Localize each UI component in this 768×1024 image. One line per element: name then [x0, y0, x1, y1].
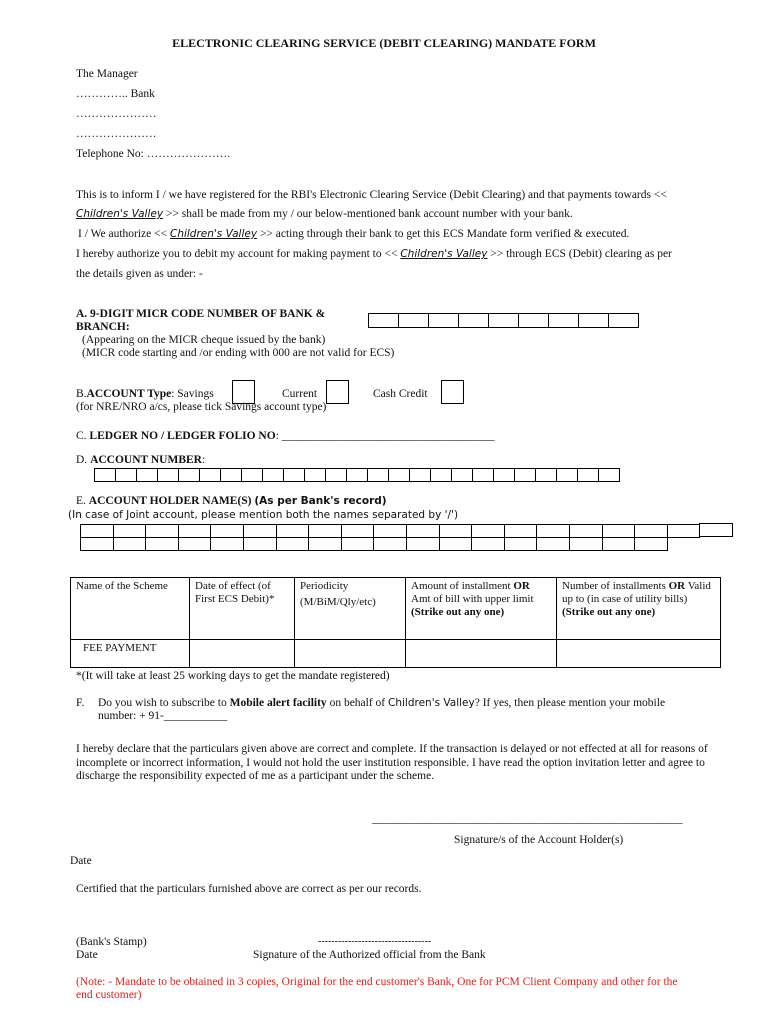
current-checkbox[interactable]	[326, 380, 349, 404]
account-digit-box[interactable]	[409, 468, 431, 482]
name-char-box[interactable]	[569, 537, 603, 551]
ledger-folio-row	[76, 430, 495, 442]
name-char-box[interactable]	[113, 537, 147, 551]
payee-name: Children's Valley	[400, 248, 488, 260]
signature-label: Signature/s of the Account Holder(s)	[454, 834, 624, 846]
amount-or: OR	[513, 580, 530, 592]
account-digit-box[interactable]	[94, 468, 116, 482]
date-of-effect-cell[interactable]	[190, 640, 295, 668]
intro-line-4	[76, 248, 672, 260]
ledger-label: LEDGER NO / LEDGER FOLIO NO	[89, 430, 276, 442]
cash-credit-checkbox[interactable]	[441, 380, 464, 404]
installments-or: OR	[668, 580, 686, 592]
account-digit-box[interactable]	[451, 468, 473, 482]
name-char-box[interactable]	[602, 524, 636, 538]
account-digit-box[interactable]	[430, 468, 452, 482]
account-number-colon: :	[201, 454, 206, 466]
mobile-alert-bold: Mobile alert facility	[229, 697, 327, 709]
amount-label: Amount of installment	[411, 580, 511, 592]
header-scheme-name: Name of the Scheme	[71, 578, 190, 640]
telephone-field: Telephone No: ………………….	[76, 148, 231, 160]
micr-digit-box[interactable]	[608, 313, 639, 328]
account-digit-box[interactable]	[493, 468, 515, 482]
name-char-box[interactable]	[145, 524, 179, 538]
addressee-line-3: …………………	[76, 128, 157, 140]
name-char-box[interactable]	[667, 524, 701, 538]
intro-line-3	[78, 228, 629, 240]
name-char-box[interactable]	[373, 524, 407, 538]
addressee-bank: ………….. Bank	[76, 88, 155, 100]
account-digit-box[interactable]	[514, 468, 536, 482]
signature-line[interactable]: ______________________________________________________	[372, 813, 683, 825]
mobile-alert-question	[76, 697, 84, 709]
account-digit-box[interactable]	[262, 468, 284, 482]
mobile-alert-pre: Do you wish to subscribe to	[98, 697, 227, 709]
micr-digit-box[interactable]	[518, 313, 549, 328]
amount-bill-label: Amt of bill with upper limit	[411, 593, 534, 605]
bank-official-signature-label: Signature of the Authorized official from the Bank	[253, 949, 486, 961]
account-digit-box[interactable]	[283, 468, 305, 482]
name-char-box[interactable]	[602, 537, 636, 551]
name-char-box[interactable]	[178, 524, 212, 538]
micr-digit-box[interactable]	[428, 313, 459, 328]
micr-digit-box[interactable]	[398, 313, 429, 328]
addressee-manager: The Manager	[76, 68, 138, 80]
name-char-box[interactable]	[113, 524, 147, 538]
account-number-prefix: D.	[76, 454, 88, 466]
account-digit-box[interactable]	[472, 468, 494, 482]
account-number-boxes[interactable]	[95, 468, 620, 482]
name-char-box[interactable]	[699, 523, 733, 537]
name-char-box[interactable]	[308, 524, 342, 538]
account-number-row	[76, 454, 205, 466]
name-char-box[interactable]	[80, 524, 114, 538]
periodicity-cell[interactable]	[295, 640, 406, 668]
account-digit-box[interactable]	[535, 468, 557, 482]
name-char-box[interactable]	[243, 537, 277, 551]
name-char-box[interactable]	[471, 537, 505, 551]
header-periodicity	[295, 578, 406, 640]
form-title: ELECTRONIC CLEARING SERVICE (DEBIT CLEARING) MANDATE FORM	[172, 36, 596, 50]
name-char-box[interactable]	[308, 537, 342, 551]
name-char-box[interactable]	[341, 537, 375, 551]
bank-stamp-label: (Bank's Stamp)	[76, 936, 147, 948]
bank-date-label: Date	[76, 949, 98, 961]
name-char-box[interactable]	[276, 524, 310, 538]
mandate-note-line-1: (Note: - Mandate to be obtained in 3 copies, Original for the end customer's Bank, One for PCM Client Company and other for the	[76, 976, 678, 988]
payee-name: Children's Valley	[76, 208, 164, 220]
intro-line-4-pre: I hereby authorize you to debit my account for making payment to <<	[76, 248, 398, 260]
intro-line-1: This is to inform I / we have registered for the RBI's Electronic Clearing Service (Debit Clearing) and that payments towards <<	[76, 189, 667, 201]
name-char-box[interactable]	[276, 537, 310, 551]
scheme-name-cell: FEE PAYMENT	[71, 640, 190, 668]
name-char-box[interactable]	[210, 537, 244, 551]
account-type-note: (for NRE/NRO a/cs, please tick Savings account type)	[76, 401, 327, 413]
registration-footnote: *(It will take at least 25 working days to get the mandate registered)	[76, 670, 390, 682]
name-char-box[interactable]	[145, 537, 179, 551]
account-number-label: ACCOUNT NUMBER	[90, 454, 202, 466]
installments-valid-label: Valid up to (in case of utility bills)	[562, 580, 711, 605]
addressee-line-2: …………………	[76, 108, 157, 120]
mobile-alert-mid: on behalf of	[329, 697, 386, 709]
amount-strike-note: (Strike out any one)	[411, 606, 505, 618]
account-holder-name-boxes[interactable]	[81, 524, 739, 551]
name-char-box[interactable]	[536, 524, 570, 538]
schedule-header-row	[71, 578, 721, 640]
name-char-box[interactable]	[406, 524, 440, 538]
name-char-box[interactable]	[569, 524, 603, 538]
cash-credit-label: Cash Credit	[373, 388, 428, 400]
account-digit-box[interactable]	[367, 468, 389, 482]
account-digit-box[interactable]	[199, 468, 221, 482]
intro-line-2-text: >> shall be made from my / our below-mentioned bank account number with your bank.	[165, 208, 573, 220]
mobile-alert-post: ? If yes, then please mention your mobile	[474, 697, 666, 709]
account-digit-box[interactable]	[388, 468, 410, 482]
name-char-box[interactable]	[536, 537, 570, 551]
certified-text: Certified that the particulars furnished above are correct as per our records.	[76, 883, 422, 895]
mandate-note-line-2: end customer)	[76, 989, 142, 1001]
micr-digit-box[interactable]	[458, 313, 489, 328]
name-char-box[interactable]	[471, 524, 505, 538]
account-digit-box[interactable]	[577, 468, 599, 482]
name-char-box[interactable]	[504, 537, 538, 551]
account-digit-box[interactable]	[556, 468, 578, 482]
account-type-row	[76, 388, 214, 400]
bank-signature-line[interactable]: ----------------------------------	[318, 936, 432, 947]
name-char-box[interactable]	[634, 524, 668, 538]
installments-label: Number of installments	[562, 580, 666, 592]
schedule-data-row	[71, 640, 721, 668]
header-date-of-effect: Date of effect (of First ECS Debit)*	[190, 578, 295, 640]
name-char-box[interactable]	[341, 524, 375, 538]
micr-title-line-2: BRANCH:	[76, 321, 130, 333]
account-digit-box[interactable]	[136, 468, 158, 482]
installment-schedule-table	[70, 577, 721, 668]
name-char-box[interactable]	[439, 524, 473, 538]
name-char-box[interactable]	[80, 537, 114, 551]
name-char-box[interactable]	[439, 537, 473, 551]
micr-digit-box[interactable]	[368, 313, 399, 328]
periodicity-label: Periodicity	[300, 580, 349, 592]
periodicity-options: (M/BiM/Qly/etc)	[300, 596, 376, 608]
account-holder-note: (In case of Joint account, please mention both the names separated by '/')	[68, 509, 459, 521]
mobile-alert-payee: Children's Valley	[388, 697, 475, 709]
intro-line-5: the details given as under: -	[76, 268, 203, 280]
account-digit-box[interactable]	[178, 468, 200, 482]
intro-line-3-post: >> acting through their bank to get this ECS Mandate form verified & executed.	[259, 228, 630, 240]
micr-note-1: (Appearing on the MICR cheque issued by the bank)	[82, 334, 326, 346]
header-amount	[406, 578, 557, 640]
account-type-prefix: B.	[76, 388, 87, 400]
current-label: Current	[282, 388, 318, 400]
account-digit-box[interactable]	[304, 468, 326, 482]
intro-line-3-pre: I / We authorize <<	[78, 228, 168, 240]
name-char-box[interactable]	[373, 537, 407, 551]
name-char-box[interactable]	[634, 537, 668, 551]
installments-strike-note: (Strike out any one)	[562, 606, 656, 618]
account-holder-label-2: (As per Bank's record)	[254, 495, 387, 507]
mobile-number-field[interactable]: number: + 91-___________	[98, 710, 228, 722]
account-holder-prefix: E.	[76, 495, 86, 507]
mobile-alert-text	[98, 697, 665, 709]
ledger-line[interactable]: : _____________________________________	[275, 430, 495, 442]
micr-digit-box[interactable]	[488, 313, 519, 328]
declaration-text: I hereby declare that the particulars given above are correct and complete. If the transaction is delayed or not effected at all for reasons of incomplete or incorrect information, I would not hold the user institution responsible. I have read the option invitation letter and agree to discharge the responsibility expected of me as a participant under the scheme.	[76, 743, 708, 782]
date-label: Date	[70, 855, 92, 867]
micr-digit-box[interactable]	[578, 313, 609, 328]
account-digit-box[interactable]	[346, 468, 368, 482]
account-holder-row	[76, 495, 387, 507]
header-installments	[557, 578, 721, 640]
amount-cell[interactable]	[406, 640, 557, 668]
intro-line-2	[76, 208, 573, 220]
account-digit-box[interactable]	[598, 468, 620, 482]
micr-note-2: (MICR code starting and /or ending with 000 are not valid for ECS)	[82, 347, 395, 359]
account-digit-box[interactable]	[115, 468, 137, 482]
account-digit-box[interactable]	[241, 468, 263, 482]
ledger-prefix: C.	[76, 430, 87, 442]
account-holder-label: ACCOUNT HOLDER NAME(S)	[88, 495, 252, 507]
account-digit-box[interactable]	[220, 468, 242, 482]
account-type-label: ACCOUNT Type	[86, 388, 172, 400]
mobile-alert-prefix: F.	[76, 697, 85, 709]
name-char-box[interactable]	[504, 524, 538, 538]
name-char-box[interactable]	[243, 524, 277, 538]
account-digit-box[interactable]	[157, 468, 179, 482]
name-char-box[interactable]	[406, 537, 440, 551]
account-digit-box[interactable]	[325, 468, 347, 482]
payee-name: Children's Valley	[169, 228, 258, 240]
micr-digit-box[interactable]	[548, 313, 579, 328]
savings-label: : Savings	[171, 388, 214, 400]
intro-line-4-post: >> through ECS (Debit) clearing as per	[490, 248, 672, 260]
name-char-box[interactable]	[210, 524, 244, 538]
installments-cell[interactable]	[557, 640, 721, 668]
micr-code-boxes[interactable]	[369, 313, 639, 328]
micr-title-line-1: A. 9-DIGIT MICR CODE NUMBER OF BANK &	[76, 308, 326, 320]
name-char-box[interactable]	[178, 537, 212, 551]
